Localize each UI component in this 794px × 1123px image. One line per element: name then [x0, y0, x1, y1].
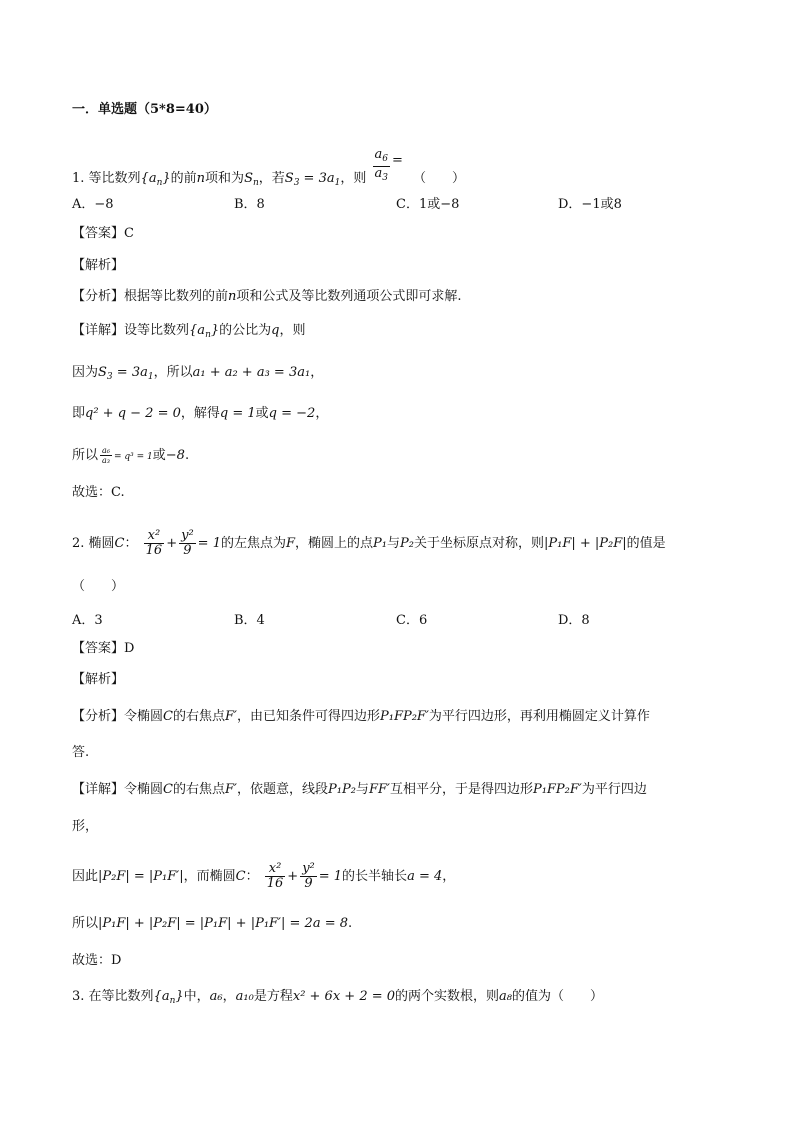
q1-step-3: 即q² + q − 2 = 0，解得q = 1或q = −2， — [72, 406, 329, 421]
q1-option-a[interactable]: A．−8 — [72, 197, 114, 212]
q1-option-b[interactable]: B．8 — [234, 197, 265, 212]
q2-fenxi: 【分析】令椭圆C的右焦点F′，由已知条件可得四边形P₁FP₂F′为平行四边形，再利用椭圆定义计算作 — [72, 709, 650, 724]
section-title: 一．单选题（5*8=40） — [72, 102, 217, 117]
q2-paren: （ ） — [72, 579, 125, 594]
question-3-stem: 3. 在等比数列$\{a_n\}$中，a₆，a₁₀是方程x² + 6x + 2 = 0的两个实数根，则a₈的值为（ ） — [72, 989, 604, 1006]
q1-option-d[interactable]: D．−1或8 — [558, 197, 622, 212]
q2-step-3: 所以|P₁F| + |P₂F| = |P₁F| + |P₁F′| = 2a = 8. — [72, 916, 353, 931]
q2-option-c[interactable]: C．6 — [396, 613, 428, 628]
q2-option-d[interactable]: D．8 — [558, 613, 590, 628]
q1-fenxi: 【分析】根据等比数列的前n项和公式及等比数列通项公式即可求解. — [72, 289, 462, 304]
q2-option-a[interactable]: A．3 — [72, 613, 103, 628]
q1-step-4: 所以 $\frac{\text{a₆}}{\text{a₃}}$ = q³ = 1或−8. — [72, 446, 190, 465]
q2-analysis-label: 【解析】 — [72, 672, 125, 687]
q2-xiangjie-cont: 形， — [72, 819, 99, 834]
question-2-stem: 2. 椭圆C： $\frac{\text{x²}}{16}$ + $\frac{\text{y²}}{9}$ = 1的左焦点为F，椭圆上的点P₁与P₂关于坐标原点对称，则|P₁F| + |P₂F|的值是 — [72, 528, 666, 558]
q2-final: 故选：D — [72, 953, 122, 968]
q1-xiangjie: 【详解】设等比数列$\{a_n\}$的公比为q，则 — [72, 323, 306, 340]
q2-xiangjie: 【详解】令椭圆C的右焦点F′，依题意，线段P₁P₂与FF′互相平分，于是得四边形P₁FP₂F′为平行四边 — [72, 782, 647, 797]
q1-fraction: $\frac{a_6}{a_3}$ — [374, 147, 388, 183]
q1-final: 故选：C. — [72, 485, 125, 500]
q1-analysis-label: 【解析】 — [72, 258, 125, 273]
q2-answer: 【答案】D — [72, 641, 135, 656]
q1-answer: 【答案】C — [72, 226, 134, 241]
q2-step-2: 因此|P₂F| = |P₁F′|，而椭圆C： $\frac{\text{x²}}{16}$ + $\frac{\text{y²}}{9}$ = 1的长半轴长a = 4， — [72, 861, 456, 891]
q2-option-b[interactable]: B．4 — [234, 613, 265, 628]
question-1-stem: 1. 等比数列$\{a_n\}$的前n项和为$S_n$，若$S_3 = 3a_1$，则 $\frac{a_6}{a_3}$ = （ ） — [72, 147, 466, 188]
q1-step-2: 因为$S_3 = 3a_1$，所以a₁ + a₂ + a₃ = 3a₁， — [72, 365, 324, 382]
q2-fenxi-cont: 答. — [72, 745, 90, 760]
q1-option-c[interactable]: C．1或−8 — [396, 197, 460, 212]
